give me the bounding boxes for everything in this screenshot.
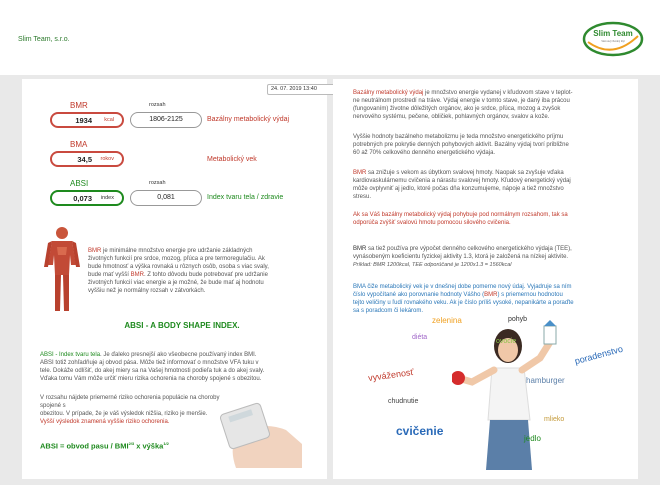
hand-calculator-image bbox=[206, 400, 306, 468]
datetime-value: 24. 07. 2019 13:40 bbox=[271, 86, 317, 92]
absi-name: Index tvaru tela / zdravie bbox=[207, 194, 284, 201]
muscle-anatomy-figure bbox=[40, 225, 84, 313]
word-jedlo: jedlo bbox=[524, 434, 541, 443]
bma-explanation: BMA čiže metabolický vek je v dnešnej dobe pomerne nový údaj. Vyjadruje sa ním číslo vypočítané ako porovnanie hodnoty Vášho (BMR) s priemernou hodnotou tejto veličiny u ľudí rovnakého veku. Ak je číslo príliš vysoké, nepanikárte a poraďte sa s poradcom či lekárom. bbox=[353, 284, 574, 314]
header bbox=[0, 0, 660, 75]
bmr-explanation: Bazálny metabolický výdaj je množstvo energie vydanej v kľudovom stave v teplot- ne neutrálnom prostredí na tráve. Výdaj energie v tomto stave, je daný iba prácou (fungovaním) životne dôležitých orgánov, ako je srdce, pľúca, mozog a zvyšok nervového systému, pečene, obličiek, pohlavných orgánov, svalov a kože. bbox=[353, 90, 573, 120]
bmr-description: BMR je minimálne množstvo energie pre udržanie základných životných funkcií pre srdce, mozog, pľúca a pre termoregulačiu. Ak bude hmotnosť a výška rovnaká u rôznych osôb, osoba s viac svaly, bude mať vyšší BMR. Z tohto dôvodu bude potrebovať pre udržanie životných funkcií viac energie a je možné, že bude mať aj hodnotu vyššiu než je normálny rozsah v zátvorkách. bbox=[88, 248, 269, 294]
word-poradenstvo: poradenstvo bbox=[573, 343, 624, 367]
bmr-value-pill bbox=[50, 112, 124, 128]
absi-range-label: rozsah bbox=[149, 180, 166, 186]
word-ovocie: ovocie bbox=[496, 338, 517, 345]
absi-range: 0,081 bbox=[130, 190, 202, 206]
word-dieta: diéta bbox=[412, 334, 428, 341]
word-mlieko: mlieko bbox=[544, 416, 565, 423]
absi-label: ABSI bbox=[70, 179, 89, 188]
bmr-unit: kcal bbox=[104, 117, 114, 123]
bmr-changes: BMR sa znižuje s vekom as úbytkom svalovej hmoty. Naopak sa zvyšuje vďaka kardiovaskulárnemu cvičenia a nárastu svalovej hmoty. Kľudový energetický výdaj môže ovplyvniť aj jedlo, ktoré počas dňa konzumujeme, nápoje a tiež množstvo stresu. bbox=[353, 170, 571, 200]
bma-label: BMA bbox=[70, 140, 88, 149]
slim-team-logo bbox=[582, 20, 644, 58]
word-pohyb: pohyb bbox=[508, 316, 528, 323]
word-cvicenie: cvičenie bbox=[396, 424, 444, 438]
bmr-higher-values: Vyššie hodnoty bazálneho metabolizmu je teda množstvo energetického príjmu potrebných pre pokrytie denných pohybových aktivít. Bazálny výdaj tvorí približne 60 až 70% celkového denného energetického výdaja. bbox=[353, 134, 569, 156]
bma-value: 34,5 bbox=[77, 155, 92, 164]
bmr-recommendation: Ak sa Váš bazálny metabolický výdaj pohybuje pod normálnym rozsahom, tak sa odporúča zvýšiť svalovú hmotu pomocou silového cvičenia. bbox=[353, 212, 568, 226]
bmr-value: 1934 bbox=[75, 116, 92, 125]
absi-description: ABSI - Index tvaru tela. Je ďaleko presnejší ako všeobecne používaný index BMI. ABSI totiž zohľadňuje aj obvod pása. Môže tiež informovať o množstve VFA tuku v tele. Dokáže odlíšiť, do akej miery sa na Vašej hmotnosti podieľa tuk a do akej svaly. Vďaka tomu Vám môže určiť mieru rizika ochorenia na choroby spojené s obezitou. bbox=[40, 352, 265, 382]
tee-text: BMR sa tiež používa pre výpočet denného celkového energetického výdaja (TEE), vynásobeným koeficientu fyzickej aktivity 1.3, ktorá je založená na nízkej aktivite. Príklad: BMR 1200kcal, TEE odporúčané je 1200x1.3 = 1560kcal bbox=[353, 246, 572, 268]
logo-subtitle: Váš nový životný štýl bbox=[601, 40, 625, 43]
bmr-range: 1806-2125 bbox=[130, 112, 202, 128]
company-name: Slim Team, s.r.o. bbox=[18, 36, 70, 43]
bma-name: Metabolický vek bbox=[207, 156, 257, 163]
absi-value: 0,073 bbox=[73, 194, 92, 203]
datetime-select[interactable] bbox=[267, 84, 343, 95]
absi-unit: index bbox=[100, 195, 114, 201]
bma-unit: rokov bbox=[100, 156, 114, 162]
absi-formula: ABSI = obvod pasu / $BMI^{2/3}$ x výška$^{1/2}$ bbox=[40, 441, 169, 451]
logo-text: Slim Team bbox=[593, 29, 633, 38]
absi-heading: ABSI - A BODY SHAPE INDEX. bbox=[124, 321, 240, 330]
bmr-label: BMR bbox=[70, 101, 88, 110]
word-vyvazenost: vyváženosť bbox=[367, 366, 415, 384]
absi-value-pill bbox=[50, 190, 124, 206]
word-zelenina: zelenina bbox=[432, 316, 462, 325]
word-hamburger: hamburger bbox=[526, 376, 565, 385]
absi-risk-text: V rozsahu nájdete priemerné riziko ochorenia populácie na choroby spojené s obezitou. V prípade, že je váš výsledok nižšia, riziko je menšie. Vyšší výsledok znamená vyššie riziko ochorenia. bbox=[40, 395, 220, 425]
word-chudnutie: chudnutie bbox=[388, 398, 419, 405]
bmr-name: Bazálny metabolický výdaj bbox=[207, 116, 290, 123]
bmr-range-label: rozsah bbox=[149, 102, 166, 108]
bma-value-pill bbox=[50, 151, 124, 167]
